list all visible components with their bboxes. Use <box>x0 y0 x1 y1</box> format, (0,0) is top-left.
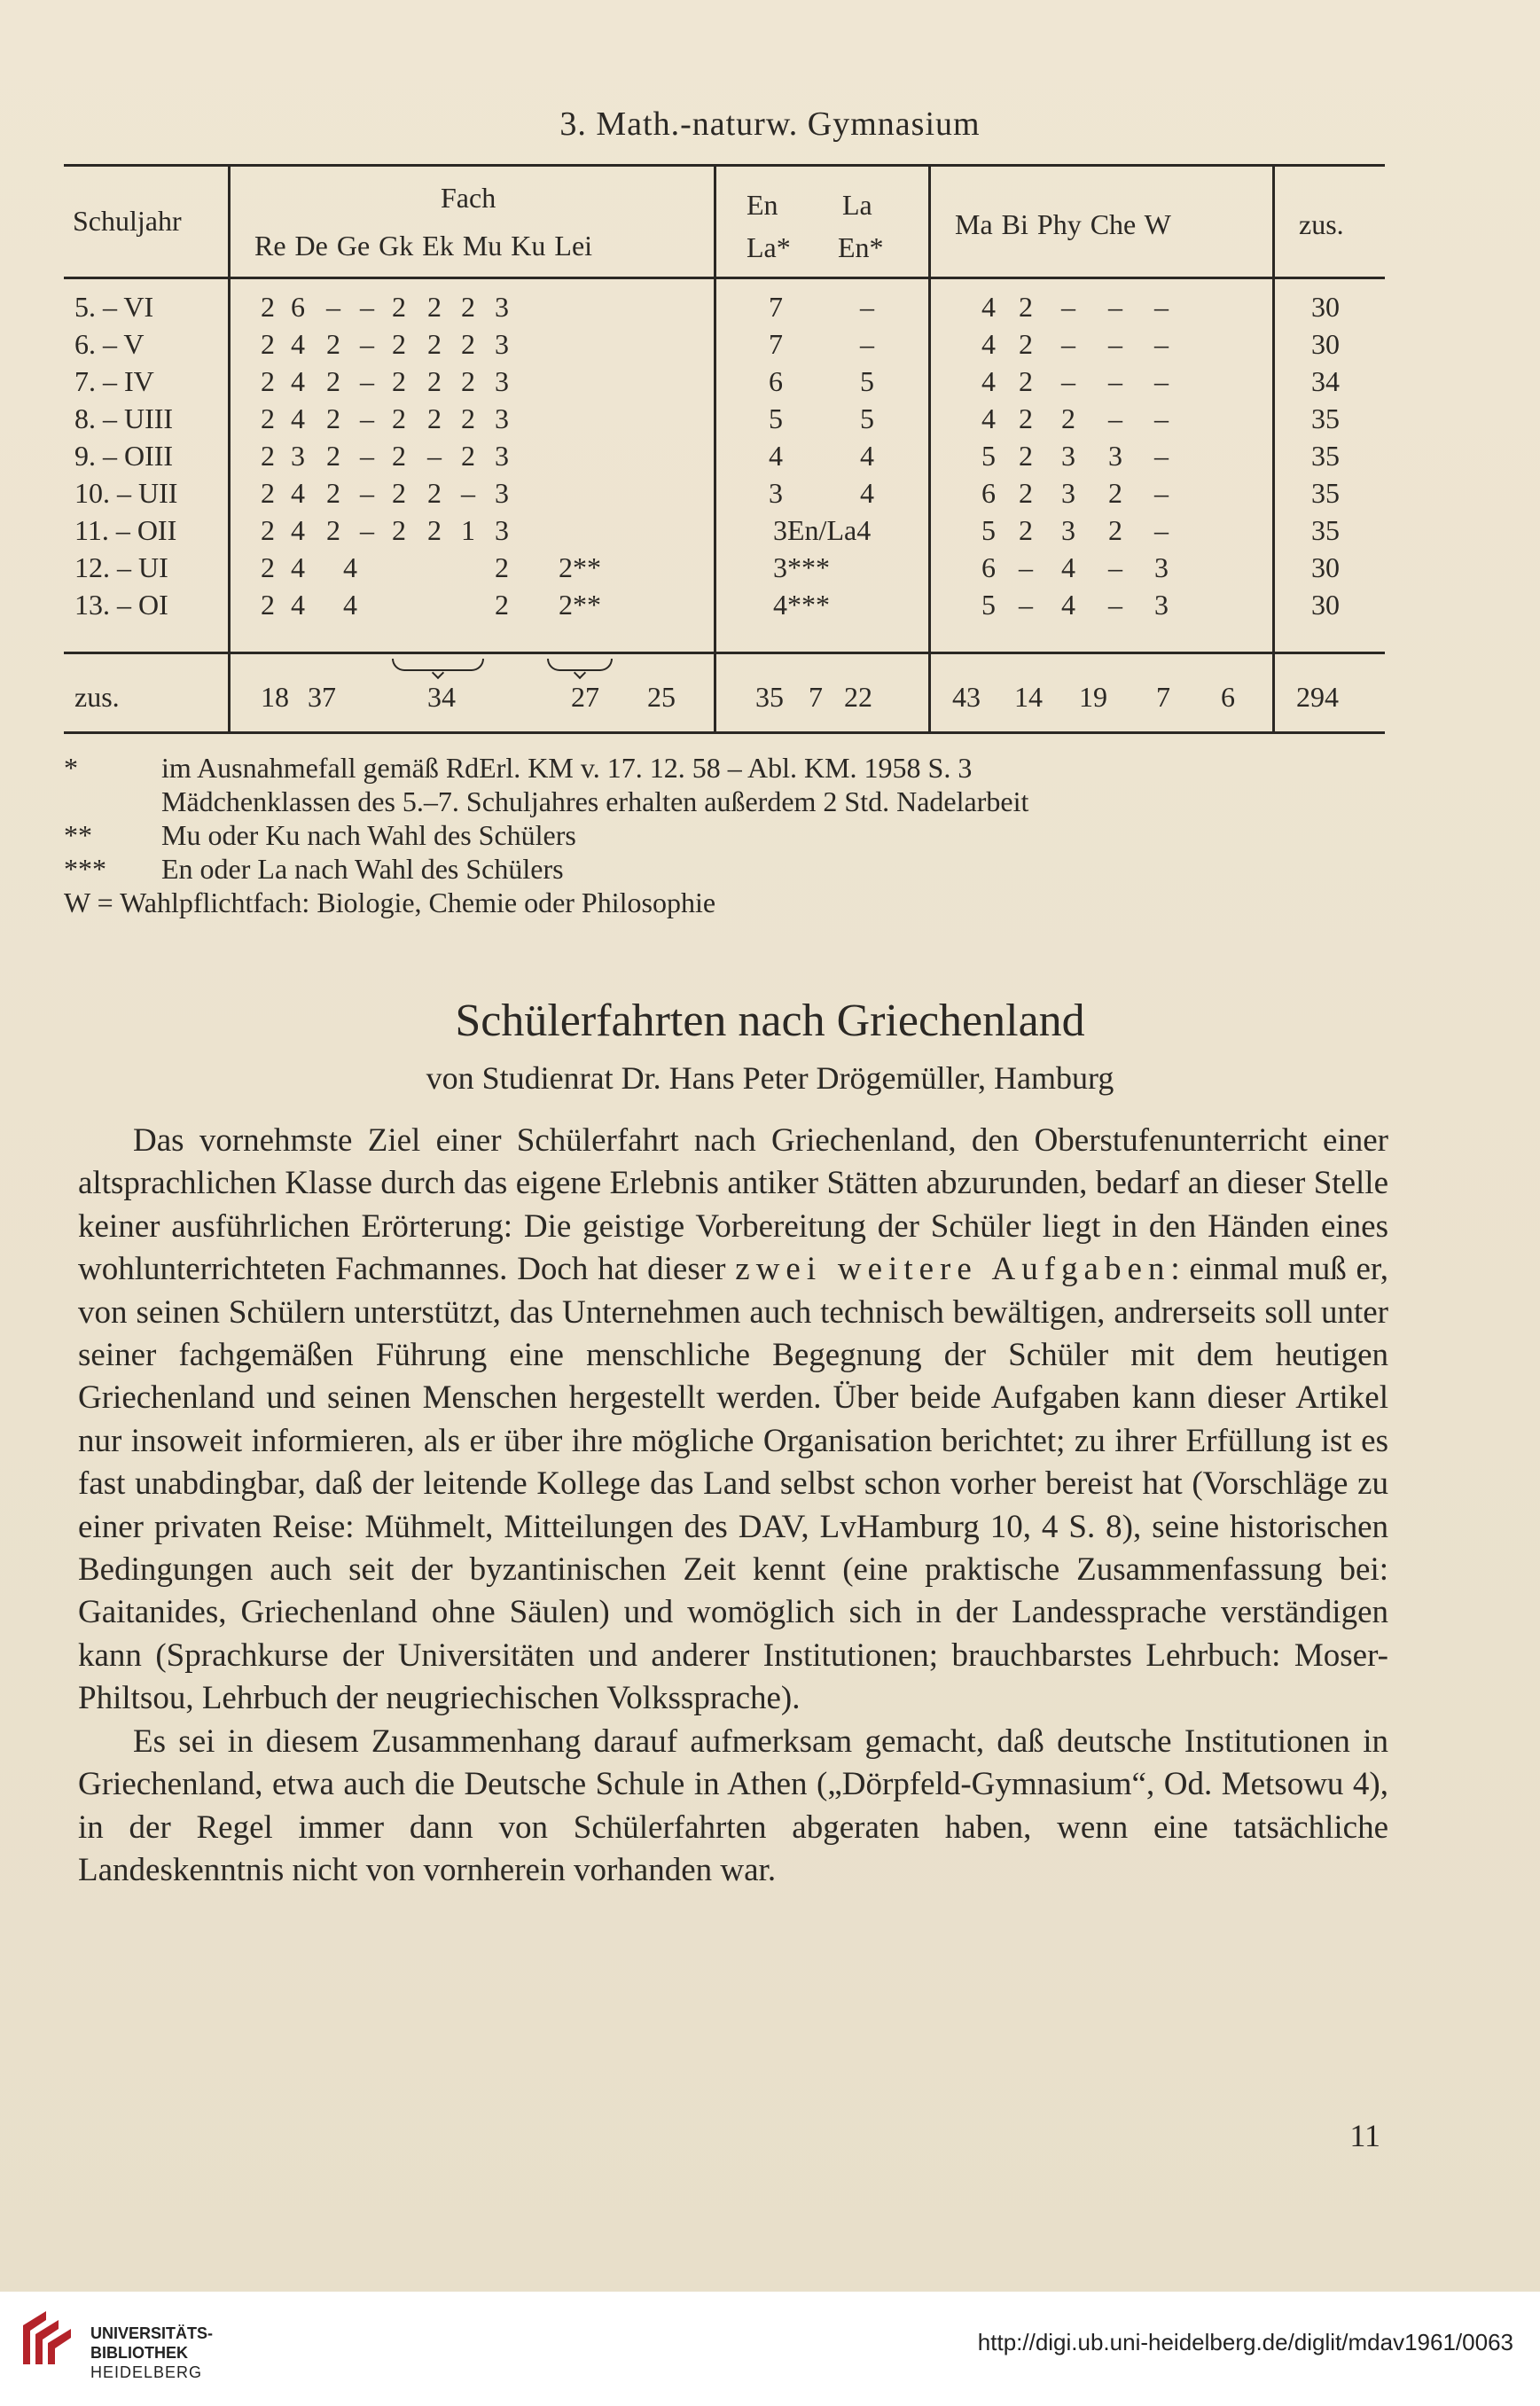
page-number: 11 <box>1349 2118 1380 2153</box>
cell-ek: 2 <box>392 514 406 546</box>
cell-ku: 2 <box>461 440 475 472</box>
cell-mu: 2 <box>427 514 442 546</box>
cell-ek: 2 <box>392 365 406 397</box>
header-la: La <box>842 189 872 221</box>
header-fach: Fach <box>441 182 496 214</box>
header-la-star: La* <box>747 231 791 263</box>
cell-bi: 2 <box>1019 328 1033 360</box>
cell-re: 2 <box>261 365 275 397</box>
cell-ku: 2 <box>461 291 475 323</box>
total-lei: 25 <box>647 681 676 713</box>
note-line <box>64 819 576 851</box>
cell-phy: 2 <box>1061 402 1075 434</box>
cell-mu-ku: 2** <box>559 589 601 621</box>
cell-mu: 2 <box>427 477 442 509</box>
footer-bar <box>0 2292 1540 2406</box>
cell-gk: – <box>360 440 374 472</box>
cell-phy: 4 <box>1061 551 1075 583</box>
cell-la: 4 <box>860 477 874 509</box>
cell-lei: 3 <box>495 365 509 397</box>
total-phy: 19 <box>1079 681 1107 713</box>
vrule-1 <box>228 164 231 731</box>
cell-ku: 2 <box>461 328 475 360</box>
cell-bi: 2 <box>1019 440 1033 472</box>
row-label: 12. – UI <box>74 551 168 583</box>
note-text: En oder La nach Wahl des Schülers <box>161 853 564 885</box>
logo-line-3: HEIDELBERG <box>90 2363 203 2381</box>
total-re: 18 <box>261 681 289 713</box>
cell-lei: 3 <box>495 440 509 472</box>
note-line <box>64 887 716 918</box>
brace-mu-ku <box>547 659 613 671</box>
total-la: 7 <box>809 681 823 713</box>
total-zus: 294 <box>1296 681 1339 713</box>
cell-re: 2 <box>261 477 275 509</box>
cell-ma: 4 <box>981 365 996 397</box>
cell-lei: 3 <box>495 477 509 509</box>
cell-ge: 2 <box>326 440 340 472</box>
cell-bi: 2 <box>1019 514 1033 546</box>
cell-w: 3 <box>1154 589 1169 621</box>
rule-bottom <box>64 731 1385 734</box>
cell-la: – <box>860 328 874 360</box>
cell-la: 5 <box>860 402 874 434</box>
cell-gk: – <box>360 514 374 546</box>
cell-de: 3 <box>291 440 305 472</box>
cell-ma: 5 <box>981 589 996 621</box>
cell-zus: 35 <box>1311 440 1340 472</box>
total-w: 6 <box>1221 681 1235 713</box>
cell-phy: – <box>1061 328 1075 360</box>
note-text: im Ausnahmefall gemäß RdErl. KM v. 17. 12. 58 – Abl. KM. 1958 S. 3 <box>161 752 973 784</box>
paragraph-2: Es sei in diesem Zusammenhang darauf aufmerksam gemacht, daß deutsche Institutionen in Griechenland, etwa auch die Deutsche Schule in Athen („Dörpfeld-Gymnasium“, Od. Metsowu 4), in der Regel immer dann von Schülerfahrten abgeraten haben, wenn eine tatsächliche Landeskenntnis nicht von vornherein vorhanden war. <box>78 1722 1388 1888</box>
vrule-3 <box>928 164 931 731</box>
cell-en-la: 3En/La4 <box>773 514 872 546</box>
cell-de: 4 <box>291 589 305 621</box>
rule-top <box>64 164 1385 167</box>
cell-la: 5 <box>860 365 874 397</box>
paragraph-1-a: Das vornehmste Ziel einer Schülerfahrt nach Griechenland, den Oberstufenunterricht einer altsprachlichen Klasse durch das eigene Erlebnis antiker Stätten abzurunden, bedarf an dieser Stelle keiner ausführlichen Erörterung: Die geistige Vorbereitung der Schüler liegt in den Händen eines wohlunterrichteten Fachmannes. Doch hat dieser <box>78 1122 1388 1288</box>
cell-bi: 2 <box>1019 291 1033 323</box>
cell-ku: – <box>461 477 475 509</box>
cell-che: – <box>1108 589 1122 621</box>
cell-la: 4 <box>860 440 874 472</box>
cell-ma: 4 <box>981 328 996 360</box>
cell-gk: – <box>360 365 374 397</box>
cell-w: – <box>1154 365 1169 397</box>
cell-ma: 6 <box>981 551 996 583</box>
cell-che: – <box>1108 551 1122 583</box>
row-label: 10. – UII <box>74 477 178 509</box>
cell-lei: 2 <box>495 589 509 621</box>
cell-re: 2 <box>261 514 275 546</box>
cell-w: – <box>1154 328 1169 360</box>
cell-w: – <box>1154 291 1169 323</box>
cell-zus: 30 <box>1311 589 1340 621</box>
cell-ge: 2 <box>326 514 340 546</box>
cell-bi: 2 <box>1019 365 1033 397</box>
cell-ma: 5 <box>981 514 996 546</box>
cell-re: 2 <box>261 440 275 472</box>
cell-bi: 2 <box>1019 477 1033 509</box>
cell-lei: 2 <box>495 551 509 583</box>
note-line <box>64 752 973 784</box>
article-byline: von Studienrat Dr. Hans Peter Drögemüller, Hamburg <box>426 1060 1114 1096</box>
cell-zus: 30 <box>1311 328 1340 360</box>
cell-che: – <box>1108 402 1122 434</box>
article-heading: Schülerfahrten nach Griechenland <box>455 996 1085 1046</box>
library-logo-text <box>90 2324 213 2382</box>
cell-de: 4 <box>291 402 305 434</box>
cell-de: 4 <box>291 477 305 509</box>
cell-che: – <box>1108 328 1122 360</box>
cell-bi: – <box>1019 551 1033 583</box>
table-title: 3. Math.-naturw. Gymnasium <box>559 105 981 143</box>
brace-ge-gk <box>392 659 484 671</box>
cell-la: – <box>860 291 874 323</box>
total-che: 7 <box>1156 681 1170 713</box>
cell-che: – <box>1108 291 1122 323</box>
cell-en-la: 3*** <box>773 551 830 583</box>
cell-ma: 6 <box>981 477 996 509</box>
total-de: 37 <box>308 681 336 713</box>
cell-en: 3 <box>769 477 783 509</box>
cell-ma: 4 <box>981 402 996 434</box>
source-url-link[interactable]: http://digi.ub.uni-heidelberg.de/diglit/mdav1961/0063 <box>977 2329 1513 2355</box>
cell-phy: – <box>1061 365 1075 397</box>
cell-w: – <box>1154 440 1169 472</box>
cell-w: – <box>1154 514 1169 546</box>
paragraph-1-b: : einmal muß er, von seinen Schülern unterstützt, das Unternehmen auch technisch bewältigen, andrerseits soll unter seiner fachgemäßen Führung eine menschliche Begegnung der Schüler mit dem heutigen Griechenland und seinen Menschen hergestellt werden. Über beide Aufgaben kann dieser Artikel nur insoweit informieren, als er über ihre mögliche Organisation berichtet; zu ihrer Erfüllung ist es fast unabdingbar, daß der leitende Kollege das Land selbst schon vorher bereist hat (Vorschläge zu einer privaten Reise: Mühmelt, Mitteilungen des DAV, LvHamburg 10, 4 S. 8), seine historischen Bedingungen auch seit der byzantinischen Zeit kennt (eine praktische Zusammenfassung bei: Gaitanides, Griechenland ohne Säulen) und womöglich sich in der Landessprache verständigen kann (Sprachkurse der Universitäten und anderer Institutionen; brauchbarstes Lehrbuch: Moser-Philtsou, Lehrbuch der neugriechischen Volkssprache). <box>78 1251 1388 1717</box>
logo-line-2: BIBLIOTHEK <box>90 2344 188 2362</box>
cell-en-la: 4*** <box>773 589 830 621</box>
note-line <box>64 853 564 885</box>
cell-w: 3 <box>1154 551 1169 583</box>
cell-gk: – <box>360 291 374 323</box>
logo-line-1: UNIVERSITÄTS- <box>90 2324 214 2342</box>
total-en: 35 <box>755 681 784 713</box>
rule-head <box>64 277 1385 279</box>
cell-zus: 30 <box>1311 291 1340 323</box>
cell-phy: 3 <box>1061 477 1075 509</box>
cell-zus: 34 <box>1311 365 1340 397</box>
cell-ku: 2 <box>461 365 475 397</box>
header-zus: zus. <box>1299 208 1344 240</box>
note-mark: ** <box>64 819 92 851</box>
row-label: 11. – OII <box>74 514 177 546</box>
note-mark: * <box>64 752 78 784</box>
cell-gk: – <box>360 328 374 360</box>
cell-en: 7 <box>769 328 783 360</box>
library-logo-icon <box>20 2308 74 2366</box>
cell-ek: 2 <box>392 440 406 472</box>
cell-mu: 2 <box>427 402 442 434</box>
note-line <box>64 785 1029 817</box>
cell-che: – <box>1108 365 1122 397</box>
cell-zus: 35 <box>1311 477 1340 509</box>
cell-w: – <box>1154 477 1169 509</box>
cell-de: 4 <box>291 365 305 397</box>
cell-mu: – <box>427 440 442 472</box>
header-en: En <box>747 189 778 221</box>
cell-zus: 35 <box>1311 402 1340 434</box>
cell-en: 4 <box>769 440 783 472</box>
cell-re: 2 <box>261 328 275 360</box>
cell-che: 2 <box>1108 514 1122 546</box>
cell-zus: 35 <box>1311 514 1340 546</box>
total-bi: 14 <box>1014 681 1043 713</box>
emphasis-spaced: zwei weitere Aufgaben <box>735 1251 1171 1288</box>
cell-mu: 2 <box>427 328 442 360</box>
cell-de: 4 <box>291 328 305 360</box>
cell-phy: 3 <box>1061 514 1075 546</box>
paragraph-1 <box>78 1120 1388 1721</box>
cell-re: 2 <box>261 589 275 621</box>
note-text: Mu oder Ku nach Wahl des Schülers <box>161 819 576 851</box>
vrule-4 <box>1272 164 1275 731</box>
cell-ge-gk: 4 <box>343 589 357 621</box>
cell-de: 6 <box>291 291 305 323</box>
cell-mu-ku: 2** <box>559 551 601 583</box>
cell-ek: 2 <box>392 402 406 434</box>
row-label: 6. – V <box>74 328 145 360</box>
cell-en: 6 <box>769 365 783 397</box>
cell-ge: – <box>326 291 340 323</box>
row-label: 9. – OIII <box>74 440 174 472</box>
cell-ge: 2 <box>326 328 340 360</box>
row-label: 7. – IV <box>74 365 154 397</box>
cell-w: – <box>1154 402 1169 434</box>
cell-lei: 3 <box>495 514 509 546</box>
cell-lei: 3 <box>495 402 509 434</box>
cell-re: 2 <box>261 551 275 583</box>
cell-de: 4 <box>291 551 305 583</box>
header-natural-sciences: Ma Bi Phy Che W <box>955 208 1171 240</box>
note-text: W = Wahlpflichtfach: Biologie, Chemie oder Philosophie <box>64 887 716 918</box>
header-en-star: En* <box>838 231 884 263</box>
article-body <box>78 1120 1388 1892</box>
cell-lei: 3 <box>495 291 509 323</box>
cell-zus: 30 <box>1311 551 1340 583</box>
cell-ku: 1 <box>461 514 475 546</box>
cell-re: 2 <box>261 402 275 434</box>
cell-gk: – <box>360 477 374 509</box>
cell-mu: 2 <box>427 291 442 323</box>
cell-ma: 5 <box>981 440 996 472</box>
cell-ek: 2 <box>392 328 406 360</box>
total-label: zus. <box>74 681 120 713</box>
total-la2: 22 <box>844 681 872 713</box>
total-ma: 43 <box>952 681 981 713</box>
cell-mu: 2 <box>427 365 442 397</box>
cell-re: 2 <box>261 291 275 323</box>
cell-lei: 3 <box>495 328 509 360</box>
note-text: Mädchenklassen des 5.–7. Schuljahres erhalten außerdem 2 Std. Nadelarbeit <box>161 785 1029 817</box>
rule-body <box>64 652 1385 654</box>
cell-en: 5 <box>769 402 783 434</box>
row-label: 8. – UIII <box>74 402 174 434</box>
cell-che: 3 <box>1108 440 1122 472</box>
cell-gk: – <box>360 402 374 434</box>
cell-bi: 2 <box>1019 402 1033 434</box>
cell-ge: 2 <box>326 402 340 434</box>
cell-phy: 4 <box>1061 589 1075 621</box>
note-mark: *** <box>64 853 106 885</box>
cell-phy: – <box>1061 291 1075 323</box>
cell-ge: 2 <box>326 365 340 397</box>
cell-en: 7 <box>769 291 783 323</box>
cell-ge: 2 <box>326 477 340 509</box>
cell-che: 2 <box>1108 477 1122 509</box>
row-label: 5. – VI <box>74 291 154 323</box>
cell-phy: 3 <box>1061 440 1075 472</box>
cell-bi: – <box>1019 589 1033 621</box>
header-schuljahr: Schuljahr <box>73 205 182 237</box>
cell-ek: 2 <box>392 477 406 509</box>
header-fach-subjects: Re De Ge Gk Ek Mu Ku Lei <box>254 230 593 262</box>
cell-ma: 4 <box>981 291 996 323</box>
cell-de: 4 <box>291 514 305 546</box>
cell-ge-gk: 4 <box>343 551 357 583</box>
total-mu-ku: 27 <box>571 681 599 713</box>
cell-ku: 2 <box>461 402 475 434</box>
cell-ek: 2 <box>392 291 406 323</box>
row-label: 13. – OI <box>74 589 168 621</box>
vrule-2 <box>714 164 716 731</box>
total-ge-gk: 34 <box>427 681 456 713</box>
